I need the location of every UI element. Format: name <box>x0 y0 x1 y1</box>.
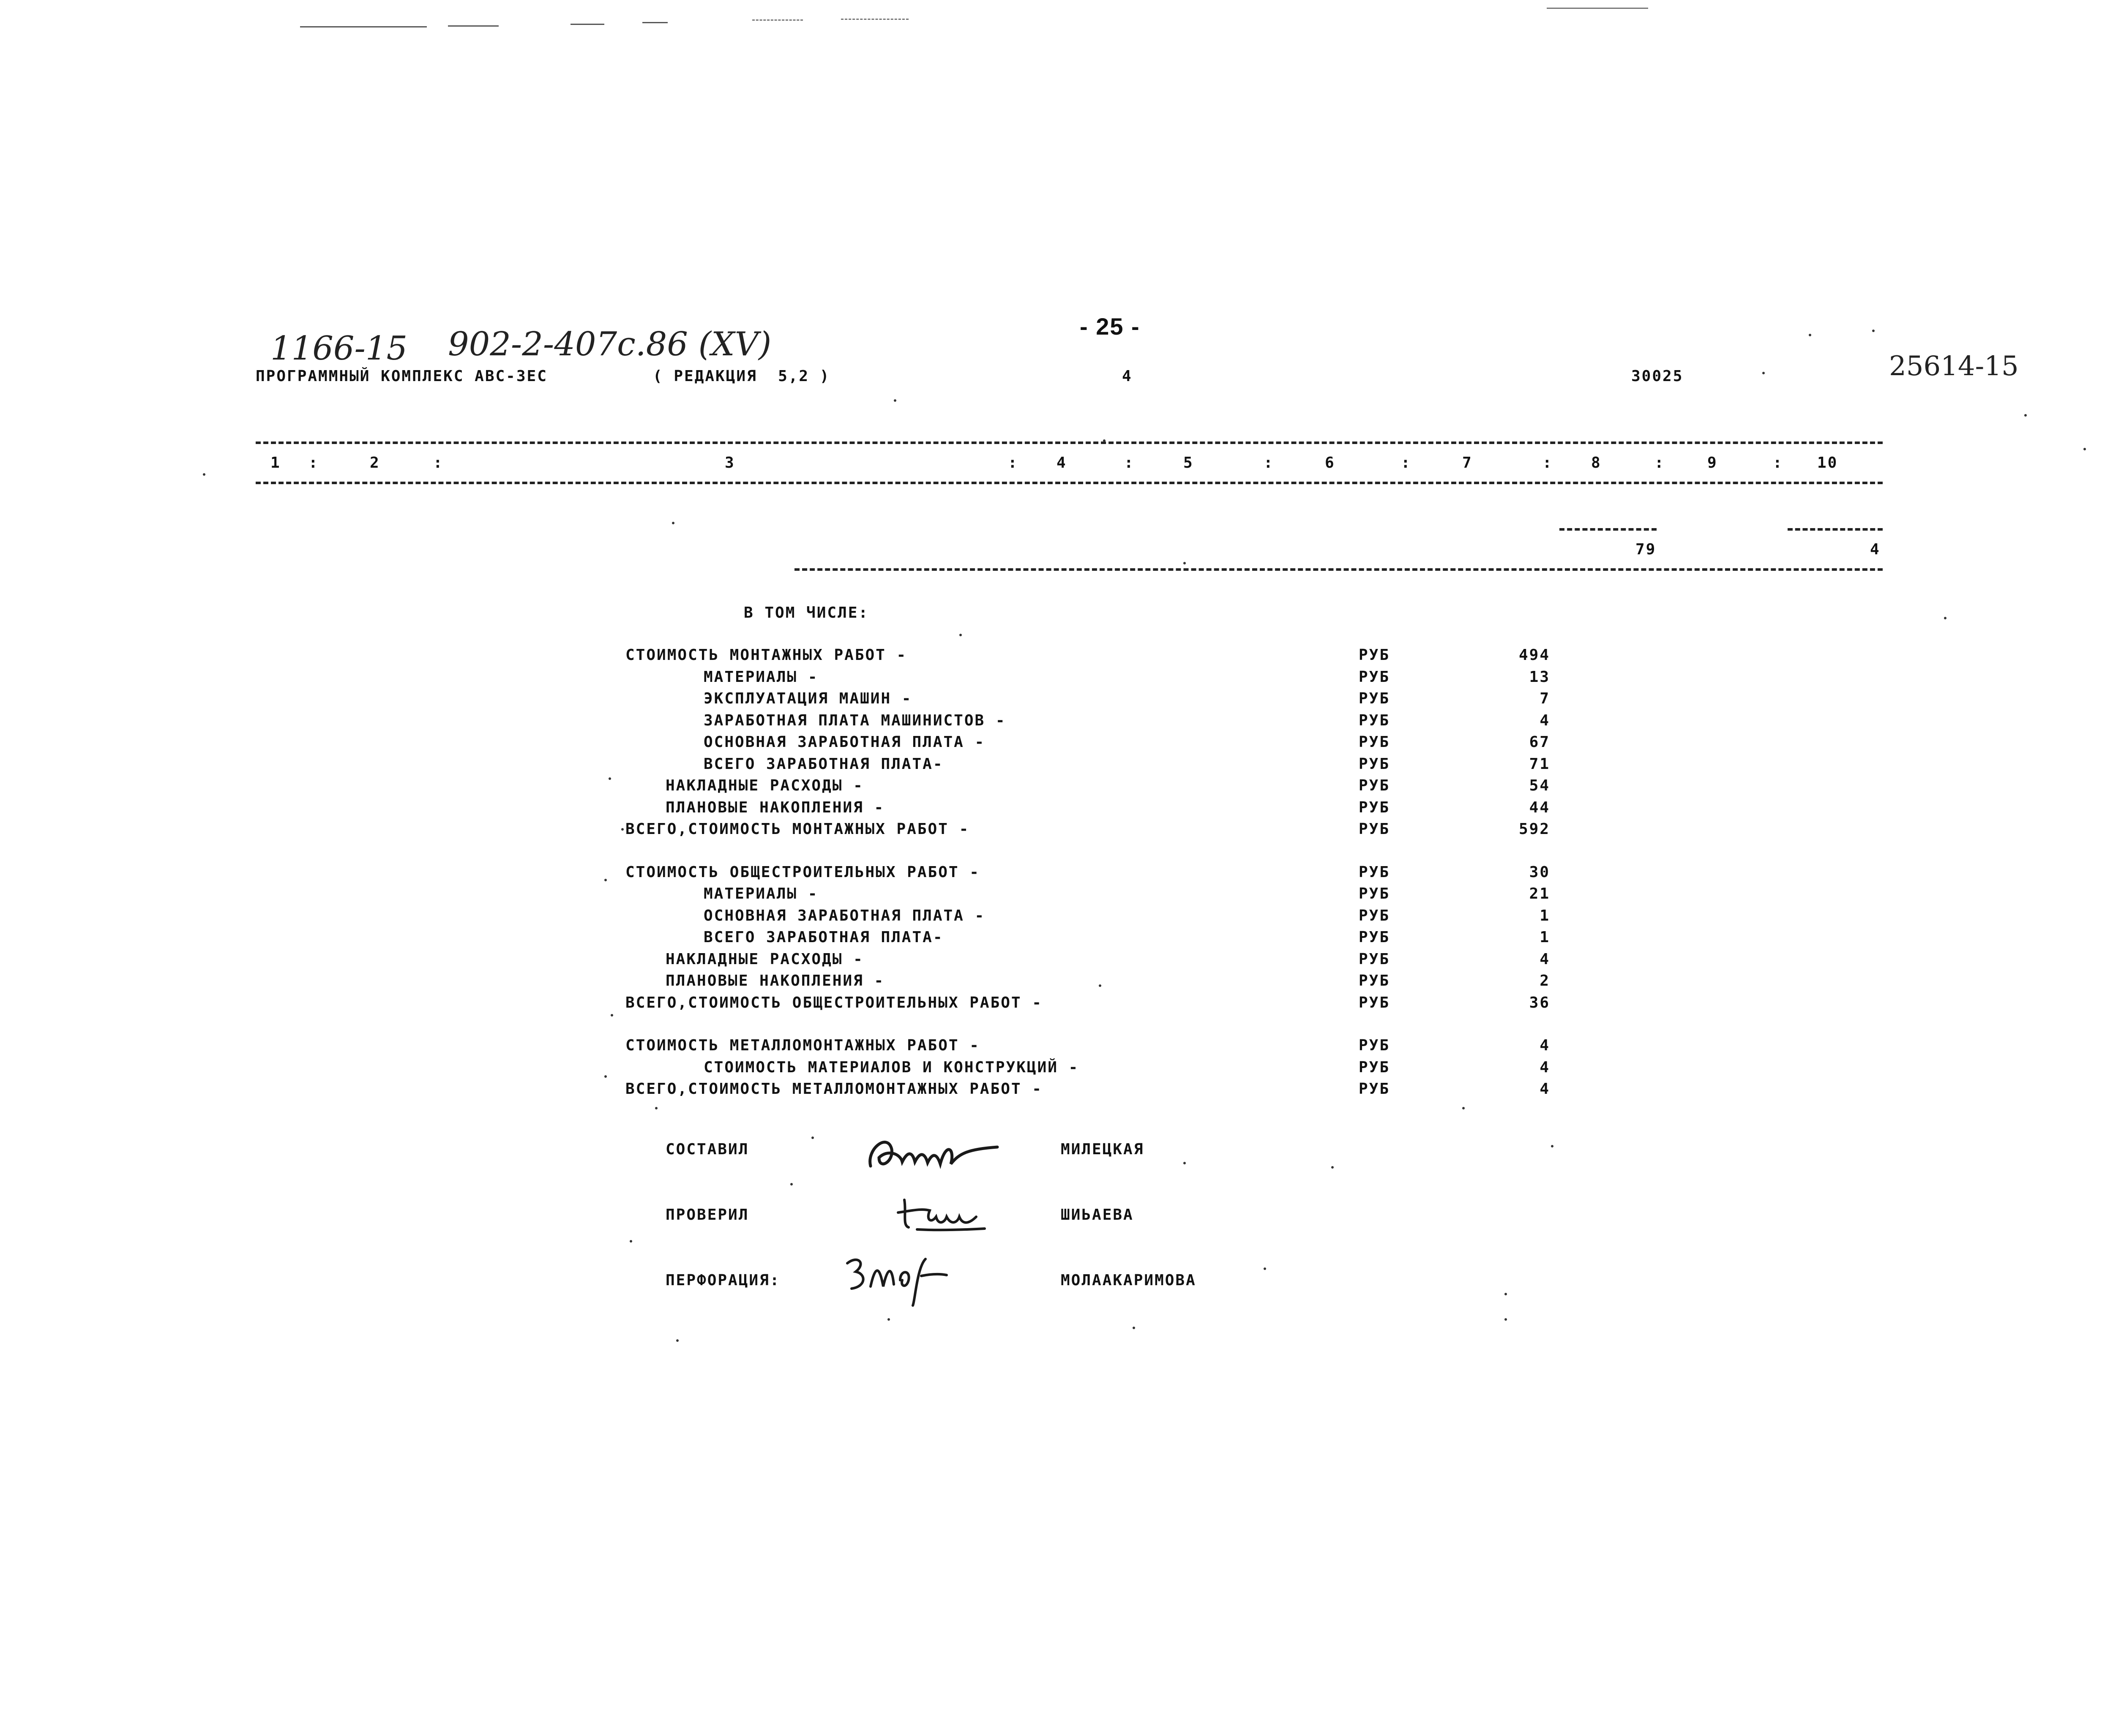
column-number: 7 <box>1462 454 1473 471</box>
column-separator: : <box>1542 454 1553 471</box>
row-unit: РУБ <box>1359 1037 1390 1054</box>
row-label: МАТЕРИАЛЫ - <box>704 668 819 686</box>
column-separator: : <box>1401 454 1411 471</box>
table-row <box>0 1080 2113 1102</box>
row-label: СТОИМОСТЬ МОНТАЖНЫХ РАБОТ - <box>625 646 907 664</box>
sheet-number: 4 <box>1122 368 1133 385</box>
row-unit: РУБ <box>1359 951 1390 968</box>
column-number: 4 <box>1056 454 1067 471</box>
row-unit: РУБ <box>1359 646 1390 664</box>
column-separator: : <box>1264 454 1274 471</box>
handwritten-signature-checked <box>892 1191 993 1238</box>
row-label: СТОИМОСТЬ МАТЕРИАЛОВ И КОНСТРУКЦИЙ - <box>704 1059 1079 1076</box>
page-number: - 25 - <box>1080 313 1140 340</box>
row-value: 71 <box>1529 755 1550 773</box>
row-unit: РУБ <box>1359 820 1390 838</box>
row-unit: РУБ <box>1359 733 1390 751</box>
row-unit: РУБ <box>1359 994 1390 1011</box>
row-value: 44 <box>1529 799 1550 816</box>
estimate-code: 30025 <box>1631 368 1684 385</box>
signature-name-perforation: МОЛААКАРИМОВА <box>1061 1272 1196 1289</box>
row-label: НАКЛАДНЫЕ РАСХОДЫ - <box>666 777 864 794</box>
row-unit: РУБ <box>1359 1059 1390 1076</box>
total-underline-col8 <box>1559 528 1657 531</box>
row-unit: РУБ <box>1359 907 1390 924</box>
row-unit: РУБ <box>1359 972 1390 989</box>
row-value: 4 <box>1540 1059 1550 1076</box>
table-row <box>0 712 2113 734</box>
total-underline-col10 <box>1788 528 1883 531</box>
table-row <box>0 885 2113 907</box>
row-unit: РУБ <box>1359 929 1390 946</box>
row-unit: РУБ <box>1359 1080 1390 1098</box>
row-unit: РУБ <box>1359 885 1390 902</box>
row-value: 7 <box>1540 690 1550 707</box>
program-title: ПРОГРАММНЫЙ КОМПЛЕКС АВС-3ЕС <box>256 368 548 385</box>
signature-role-compiled: СОСТАВИЛ <box>666 1141 749 1158</box>
table-row <box>0 799 2113 821</box>
row-label: СТОИМОСТЬ МЕТАЛЛОМОНТАЖНЫХ РАБОТ - <box>625 1037 980 1054</box>
column-number: 2 <box>370 454 380 471</box>
row-label: ВСЕГО ЗАРАБОТНАЯ ПЛАТА- <box>704 755 944 773</box>
table-row <box>0 994 2113 1016</box>
column-number: 6 <box>1325 454 1335 471</box>
row-unit: РУБ <box>1359 712 1390 729</box>
table-row <box>0 777 2113 799</box>
table-row <box>0 646 2113 668</box>
handwritten-signature-compiled <box>862 1124 1006 1179</box>
row-label: ВСЕГО,СТОИМОСТЬ МЕТАЛЛОМОНТАЖНЫХ РАБОТ - <box>625 1080 1043 1098</box>
table-row <box>0 820 2113 842</box>
row-unit: РУБ <box>1359 777 1390 794</box>
column-separator: : <box>433 454 444 471</box>
handwritten-signature-perforation <box>841 1251 951 1310</box>
table-row <box>0 668 2113 690</box>
row-value: 54 <box>1529 777 1550 794</box>
column-separator: : <box>1654 454 1665 471</box>
total-col8: 79 <box>1635 541 1657 558</box>
row-value: 4 <box>1540 1037 1550 1054</box>
column-number: 8 <box>1591 454 1602 471</box>
handwritten-doc-code: 1166-15 <box>270 330 408 368</box>
row-label: ПЛАНОВЫЕ НАКОПЛЕНИЯ - <box>666 972 885 989</box>
row-label: ЭКСПЛУАТАЦИЯ МАШИН - <box>704 690 912 707</box>
row-unit: РУБ <box>1359 799 1390 816</box>
row-value: 67 <box>1529 733 1550 751</box>
row-value: 1 <box>1540 907 1550 924</box>
row-label: МАТЕРИАЛЫ - <box>704 885 819 902</box>
row-label: ВСЕГО,СТОИМОСТЬ ОБЩЕСТРОИТЕЛЬНЫХ РАБОТ - <box>625 994 1043 1011</box>
table-row <box>0 972 2113 994</box>
row-label: ОСНОВНАЯ ЗАРАБОТНАЯ ПЛАТА - <box>704 733 986 751</box>
row-value: 494 <box>1518 646 1550 664</box>
row-unit: РУБ <box>1359 864 1390 881</box>
table-row <box>0 864 2113 886</box>
row-label: ПЛАНОВЫЕ НАКОПЛЕНИЯ - <box>666 799 885 816</box>
row-label: ОСНОВНАЯ ЗАРАБОТНАЯ ПЛАТА - <box>704 907 986 924</box>
totals-rule <box>794 568 1883 571</box>
column-separator: : <box>1008 454 1018 471</box>
program-edition: ( РЕДАКЦИЯ 5,2 ) <box>653 368 830 385</box>
section-title: В ТОМ ЧИСЛЕ: <box>744 604 869 621</box>
table-row <box>0 755 2113 777</box>
row-unit: РУБ <box>1359 668 1390 686</box>
row-label: ВСЕГО ЗАРАБОТНАЯ ПЛАТА- <box>704 929 944 946</box>
table-row <box>0 733 2113 755</box>
table-row <box>0 929 2113 951</box>
table-row <box>0 1059 2113 1081</box>
row-label: СТОИМОСТЬ ОБЩЕСТРОИТЕЛЬНЫХ РАБОТ - <box>625 864 980 881</box>
row-unit: РУБ <box>1359 755 1390 773</box>
row-value: 1 <box>1540 929 1550 946</box>
total-col10: 4 <box>1870 541 1881 558</box>
signature-name-checked: ШИЬАЕВА <box>1061 1206 1134 1224</box>
handwritten-project-code: 902-2-407с.86 (XV) <box>448 325 772 363</box>
row-label: ВСЕГО,СТОИМОСТЬ МОНТАЖНЫХ РАБОТ - <box>625 820 970 838</box>
signature-role-checked: ПРОВЕРИЛ <box>666 1206 749 1224</box>
row-label: НАКЛАДНЫЕ РАСХОДЫ - <box>666 951 864 968</box>
table-top-rule <box>256 441 1883 444</box>
row-value: 2 <box>1540 972 1550 989</box>
column-separator: : <box>1773 454 1783 471</box>
column-number: 9 <box>1707 454 1718 471</box>
row-value: 36 <box>1529 994 1550 1011</box>
handwritten-archive-code: 25614-15 <box>1889 351 2019 382</box>
column-number: 3 <box>725 454 735 471</box>
row-value: 4 <box>1540 712 1550 729</box>
signature-role-perforation: ПЕРФОРАЦИЯ: <box>666 1272 781 1289</box>
table-row <box>0 690 2113 712</box>
table-header-rule <box>256 482 1883 484</box>
column-number: 10 <box>1817 454 1838 471</box>
row-value: 4 <box>1540 1080 1550 1098</box>
row-value: 4 <box>1540 951 1550 968</box>
table-row <box>0 907 2113 929</box>
row-unit: РУБ <box>1359 690 1390 707</box>
row-label: ЗАРАБОТНАЯ ПЛАТА МАШИНИСТОВ - <box>704 712 1006 729</box>
signature-name-compiled: МИЛЕЦКАЯ <box>1061 1141 1144 1158</box>
row-value: 30 <box>1529 864 1550 881</box>
column-number: 1 <box>270 454 281 471</box>
row-value: 592 <box>1518 820 1550 838</box>
row-value: 13 <box>1529 668 1550 686</box>
column-separator: : <box>1124 454 1135 471</box>
column-separator: : <box>308 454 319 471</box>
column-number: 5 <box>1183 454 1194 471</box>
row-value: 21 <box>1529 885 1550 902</box>
table-row <box>0 951 2113 973</box>
table-row <box>0 1037 2113 1059</box>
